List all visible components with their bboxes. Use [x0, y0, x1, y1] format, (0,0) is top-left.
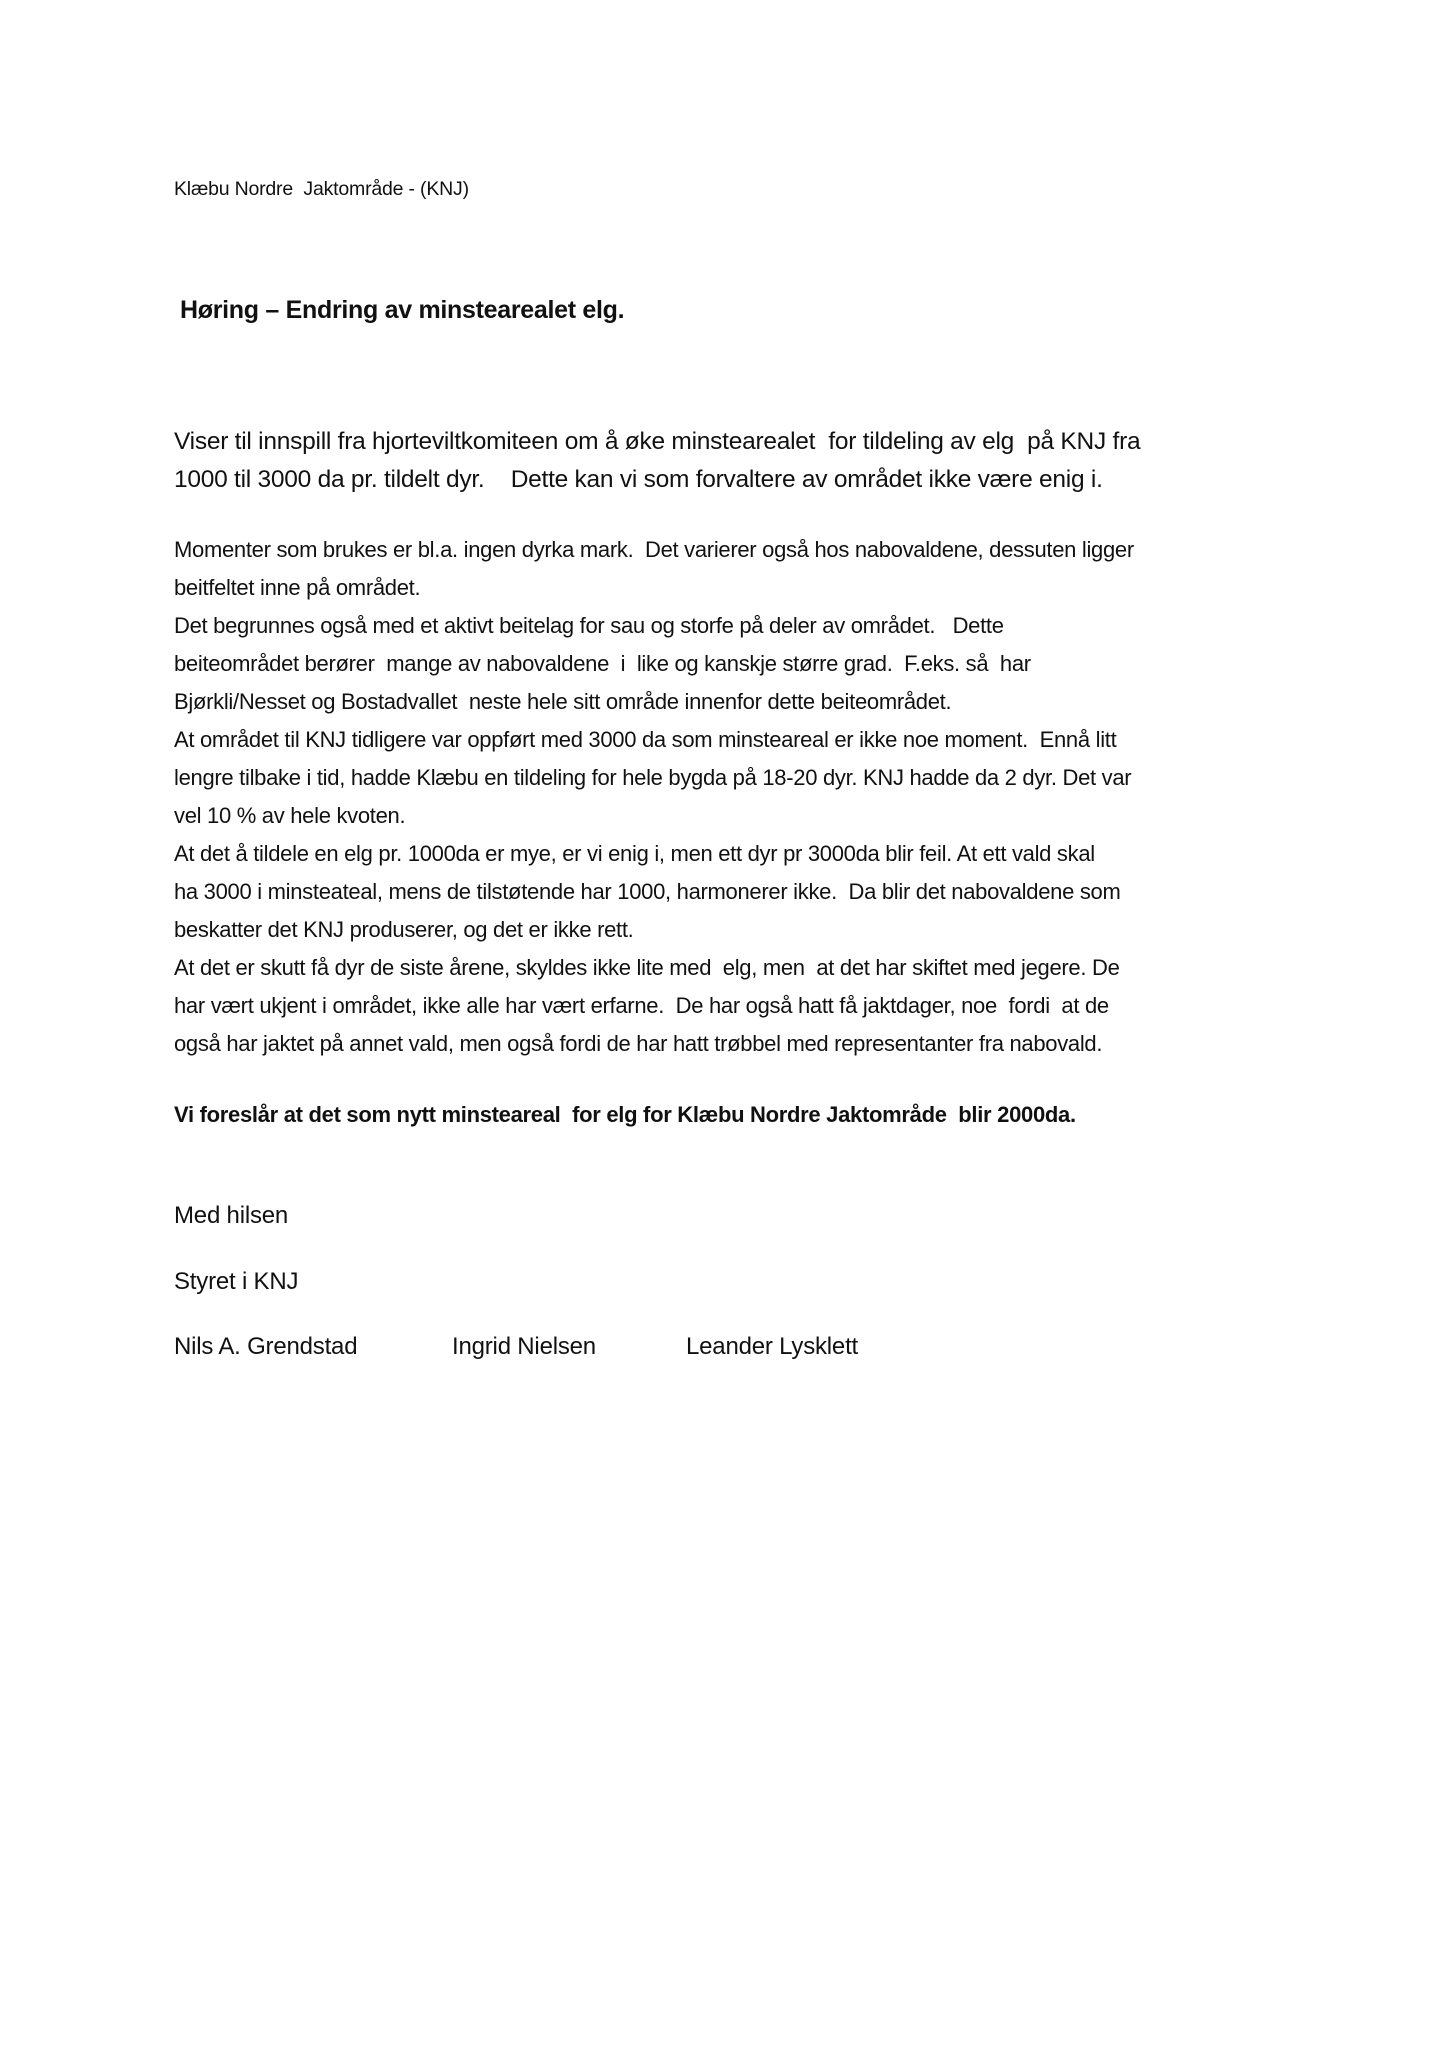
- body-line: beskatter det KNJ produserer, og det er ikke rett.: [174, 917, 634, 942]
- body-line: vel 10 % av hele kvoten.: [174, 803, 406, 828]
- body-line: At det er skutt få dyr de siste årene, skyldes ikke lite med elg, men at det har skiftet med jegere. De: [174, 955, 1120, 980]
- body-line: har vært ukjent i området, ikke alle har vært erfarne. De har også hatt få jaktdager, noe fordi at de: [174, 993, 1109, 1018]
- body-line: også har jaktet på annet vald, men også fordi de har hatt trøbbel med representanter fra nabovald.: [174, 1031, 1103, 1056]
- signed-by: Styret i KNJ: [174, 1268, 299, 1295]
- closing-greeting: Med hilsen: [174, 1202, 289, 1229]
- proposal-statement: Vi foreslår at det som nytt minsteareal for elg for Klæbu Nordre Jaktområde blir 2000da.: [174, 1102, 1076, 1127]
- body-line: beitfeltet inne på området.: [174, 575, 421, 600]
- signatory-name: Leander Lysklett: [686, 1333, 859, 1360]
- intro-line: Viser til innspill fra hjorteviltkomiteen om å øke minstearealet for tildeling av elg på KNJ fra: [174, 428, 1141, 455]
- signatory-name: Ingrid Nielsen: [452, 1333, 596, 1360]
- body-line: Momenter som brukes er bl.a. ingen dyrka mark. Det varierer også hos nabovaldene, dessuten ligger: [174, 537, 1134, 562]
- intro-line: 1000 til 3000 da pr. tildelt dyr. Dette kan vi som forvaltere av området ikke være enig i.: [174, 466, 1103, 493]
- body-line: Det begrunnes også med et aktivt beitelag for sau og storfe på deler av området. Dette: [174, 613, 1004, 638]
- signatory-name: Nils A. Grendstad: [174, 1333, 358, 1360]
- body-line: beiteområdet berører mange av nabovaldene i like og kanskje større grad. F.eks. så har: [174, 651, 1031, 676]
- body-line: At området til KNJ tidligere var oppført med 3000 da som minsteareal er ikke noe moment. Ennå litt: [174, 727, 1117, 752]
- organization-name: Klæbu Nordre Jaktområde - (KNJ): [174, 178, 469, 200]
- body-line: Bjørkli/Nesset og Bostadvallet neste hele sitt område innenfor dette beiteområdet.: [174, 689, 952, 714]
- body-line: ha 3000 i minsteateal, mens de tilstøtende har 1000, harmonerer ikke. Da blir det nabovaldene som: [174, 879, 1121, 904]
- document-title: Høring – Endring av minstearealet elg.: [180, 296, 625, 324]
- body-line: At det å tildele en elg pr. 1000da er mye, er vi enig i, men ett dyr pr 3000da blir feil. At ett vald skal: [174, 841, 1095, 866]
- body-line: lengre tilbake i tid, hadde Klæbu en tildeling for hele bygda på 18-20 dyr. KNJ hadde da 2 dyr. Det var: [174, 765, 1132, 790]
